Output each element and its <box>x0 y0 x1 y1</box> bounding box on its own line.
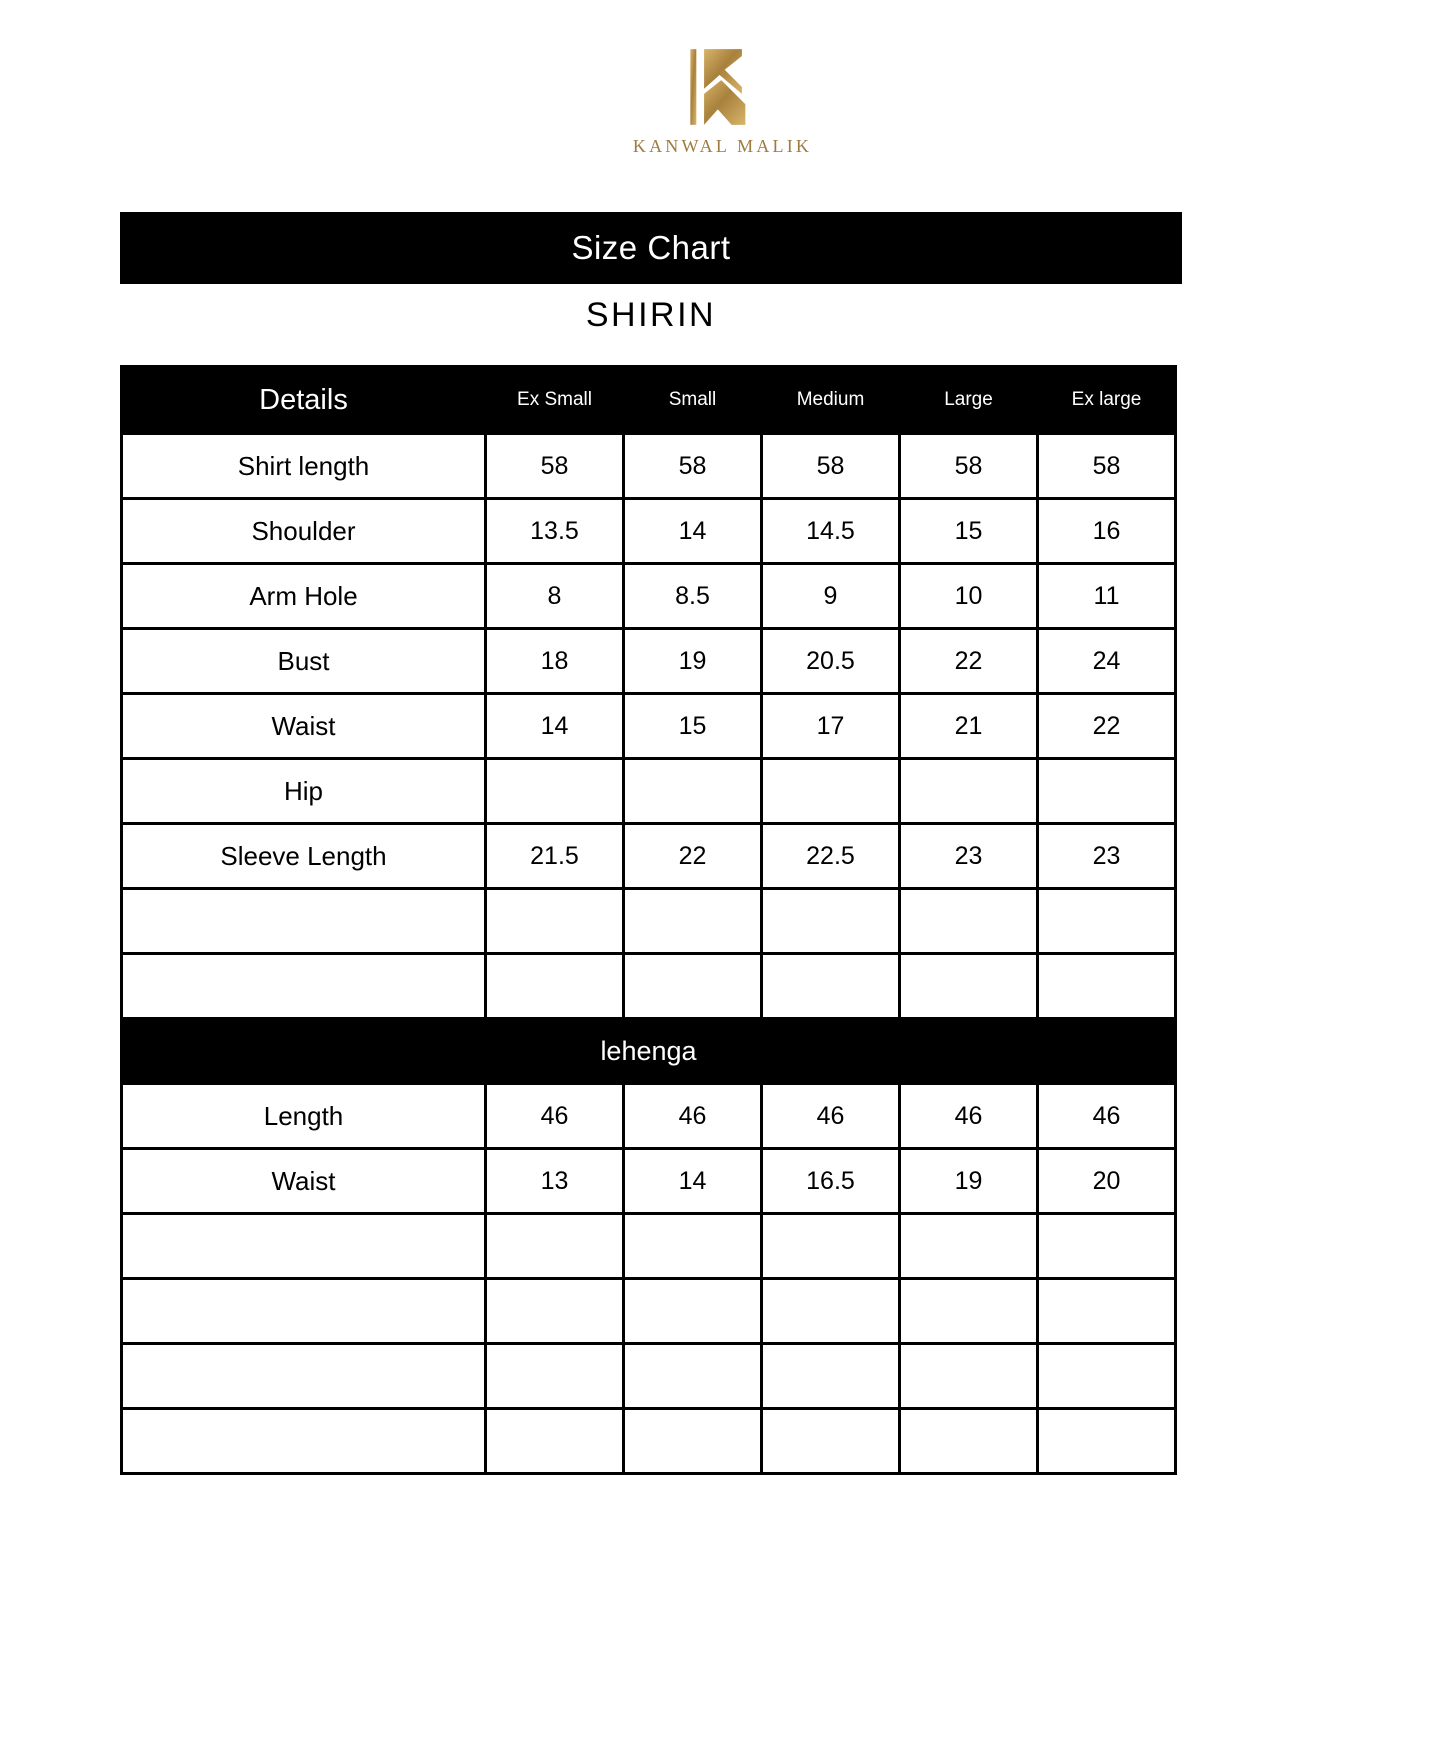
table-row <box>122 1149 1176 1214</box>
row-value <box>762 1344 900 1409</box>
row-value: 22.5 <box>762 824 900 889</box>
row-value: 58 <box>486 434 624 499</box>
row-value <box>624 1279 762 1344</box>
table-row <box>122 1279 1176 1344</box>
row-value <box>762 759 900 824</box>
row-value <box>900 1344 1038 1409</box>
row-value: 13 <box>486 1149 624 1214</box>
row-label: Shoulder <box>122 499 486 564</box>
row-value: 22 <box>900 629 1038 694</box>
row-value <box>624 1344 762 1409</box>
column-header-small: Small <box>624 367 762 434</box>
row-value: 16 <box>1038 499 1176 564</box>
row-value: 18 <box>486 629 624 694</box>
table-row <box>122 759 1176 824</box>
row-value <box>486 1409 624 1474</box>
row-value <box>486 954 624 1019</box>
row-value: 21 <box>900 694 1038 759</box>
row-value <box>486 889 624 954</box>
row-value <box>762 889 900 954</box>
table-row <box>122 889 1176 954</box>
row-value <box>900 1279 1038 1344</box>
row-value <box>900 954 1038 1019</box>
size-chart-table <box>120 365 1177 1475</box>
row-label: Sleeve Length <box>122 824 486 889</box>
row-value: 8.5 <box>624 564 762 629</box>
row-value <box>624 1409 762 1474</box>
brand-wordmark: KANWAL MALIK <box>632 136 813 156</box>
row-label: Waist <box>122 694 486 759</box>
row-label <box>122 1214 486 1279</box>
section-label-lehenga: lehenga <box>122 1019 1176 1084</box>
row-value: 14.5 <box>762 499 900 564</box>
row-value: 24 <box>1038 629 1176 694</box>
page-title: Size Chart <box>120 212 1182 284</box>
table-row <box>122 1214 1176 1279</box>
row-value: 46 <box>900 1084 1038 1149</box>
row-value: 21.5 <box>486 824 624 889</box>
table-row <box>122 824 1176 889</box>
row-label: Hip <box>122 759 486 824</box>
row-value: 46 <box>1038 1084 1176 1149</box>
column-header-details: Details <box>122 367 486 434</box>
row-value: 58 <box>1038 434 1176 499</box>
row-value: 20.5 <box>762 629 900 694</box>
row-value <box>900 889 1038 954</box>
row-value <box>1038 759 1176 824</box>
row-value <box>762 1279 900 1344</box>
row-label: Length <box>122 1084 486 1149</box>
row-value <box>624 889 762 954</box>
row-value: 23 <box>900 824 1038 889</box>
row-value <box>1038 954 1176 1019</box>
row-value: 13.5 <box>486 499 624 564</box>
row-value: 23 <box>1038 824 1176 889</box>
column-header-medium: Medium <box>762 367 900 434</box>
row-value <box>1038 1344 1176 1409</box>
row-value <box>1038 1279 1176 1344</box>
row-value <box>486 1344 624 1409</box>
row-value: 22 <box>624 824 762 889</box>
row-value <box>624 759 762 824</box>
row-label <box>122 889 486 954</box>
row-value: 15 <box>624 694 762 759</box>
row-value: 58 <box>624 434 762 499</box>
row-value: 46 <box>762 1084 900 1149</box>
row-value <box>1038 889 1176 954</box>
table-header-row <box>122 367 1176 434</box>
row-value: 14 <box>486 694 624 759</box>
row-value: 15 <box>900 499 1038 564</box>
row-value: 19 <box>624 629 762 694</box>
row-value <box>486 759 624 824</box>
row-label <box>122 1279 486 1344</box>
kanwal-malik-monogram-icon <box>680 44 766 130</box>
collection-name: SHIRIN <box>585 296 717 334</box>
table-row <box>122 499 1176 564</box>
row-value: 19 <box>900 1149 1038 1214</box>
row-label <box>122 1344 486 1409</box>
row-label: Waist <box>122 1149 486 1214</box>
row-value: 8 <box>486 564 624 629</box>
row-value <box>762 1409 900 1474</box>
table-row <box>122 434 1176 499</box>
section-header-row <box>122 1019 1176 1084</box>
table-row <box>122 954 1176 1019</box>
row-value <box>486 1214 624 1279</box>
row-value <box>624 1214 762 1279</box>
row-value <box>900 759 1038 824</box>
row-value: 20 <box>1038 1149 1176 1214</box>
row-value <box>900 1409 1038 1474</box>
row-value: 10 <box>900 564 1038 629</box>
table-row <box>122 1409 1176 1474</box>
row-value: 58 <box>762 434 900 499</box>
row-label <box>122 1409 486 1474</box>
row-value <box>1038 1214 1176 1279</box>
row-label: Bust <box>122 629 486 694</box>
column-header-large: Large <box>900 367 1038 434</box>
row-value <box>762 1214 900 1279</box>
table-row <box>122 1084 1176 1149</box>
row-value: 14 <box>624 499 762 564</box>
row-value: 16.5 <box>762 1149 900 1214</box>
table-row <box>122 564 1176 629</box>
column-header-ex-small: Ex Small <box>486 367 624 434</box>
row-label <box>122 954 486 1019</box>
row-value: 17 <box>762 694 900 759</box>
row-value: 11 <box>1038 564 1176 629</box>
row-value <box>486 1279 624 1344</box>
row-label: Arm Hole <box>122 564 486 629</box>
row-value: 46 <box>486 1084 624 1149</box>
row-value: 14 <box>624 1149 762 1214</box>
brand-logo <box>0 0 1445 157</box>
table-row <box>122 1344 1176 1409</box>
row-value <box>624 954 762 1019</box>
row-value: 58 <box>900 434 1038 499</box>
table-row <box>122 629 1176 694</box>
row-value: 22 <box>1038 694 1176 759</box>
row-value: 46 <box>624 1084 762 1149</box>
row-label: Shirt length <box>122 434 486 499</box>
table-row <box>122 694 1176 759</box>
column-header-ex-large: Ex large <box>1038 367 1176 434</box>
row-value <box>900 1214 1038 1279</box>
row-value: 9 <box>762 564 900 629</box>
row-value <box>1038 1409 1176 1474</box>
row-value <box>762 954 900 1019</box>
